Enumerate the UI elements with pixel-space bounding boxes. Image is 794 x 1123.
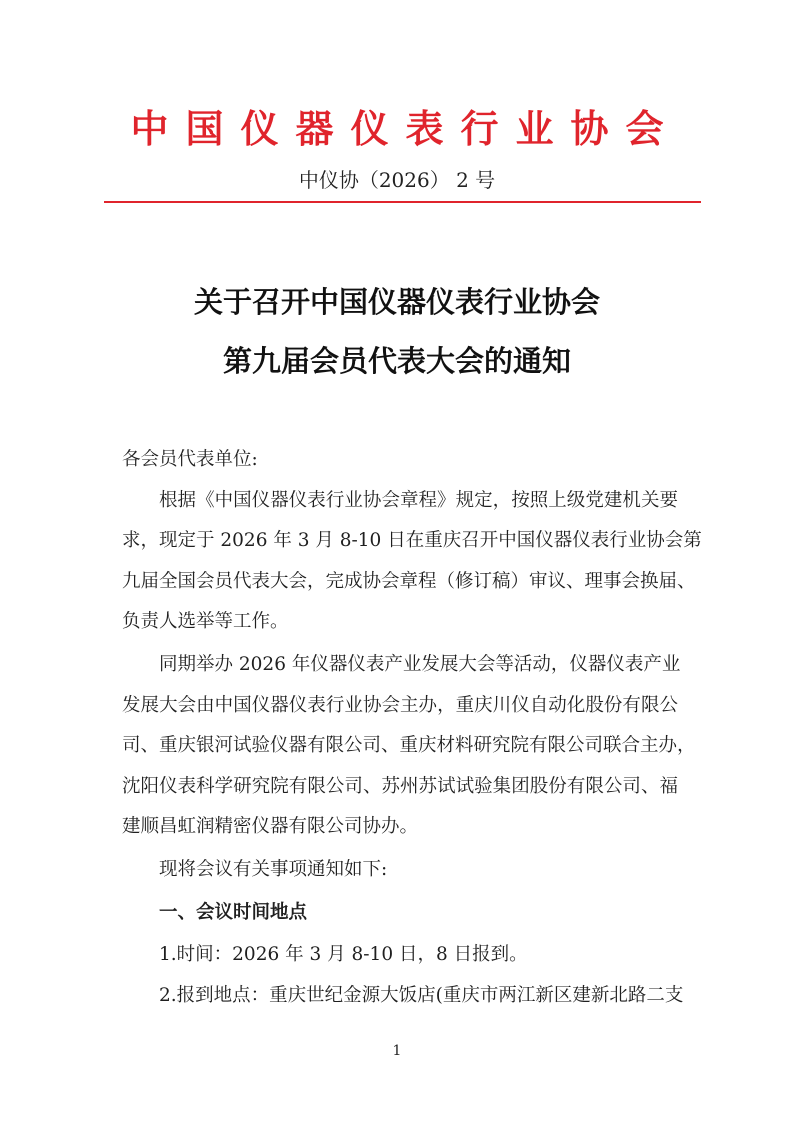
notice-title-line-2: 第九届会员代表大会的通知 [222,344,571,378]
paragraph-1-line: 九届全国会员代表大会，完成协会章程（修订稿）审议、理事会换届、 [122,571,696,592]
paragraph-2-line: 司、重庆银河试验仪器有限公司、重庆材料研究院有限公司联合主办， [122,735,696,756]
paragraph-3: 现将会议有关事项通知如下: [159,859,388,880]
document-number: 中仪协（2026） 2 号 [298,168,496,192]
paragraph-2-line: 同期举办 2026 年仪器仪表产业发展大会等活动，仪器仪表产业 [159,654,681,675]
page-number: 1 [392,1043,402,1059]
salutation: 各会员代表单位: [122,449,258,470]
notice-title-line-1: 关于召开中国仪器仪表行业协会 [193,285,600,319]
paragraph-2-line: 沈阳仪表科学研究院有限公司、苏州苏试试验集团股份有限公司、福 [122,776,678,797]
paragraph-1-line: 负责人选举等工作。 [122,611,289,632]
organization-header: 中国仪器仪表行业协会 [130,107,681,151]
section-1-heading: 一、会议时间地点 [159,902,308,923]
paragraph-2-line: 建顺昌虹润精密仪器有限公司协办。 [122,816,419,837]
paragraph-1-line: 根据《中国仪器仪表行业协会章程》规定，按照上级党建机关要 [159,490,678,511]
section-1-item-location: 2.报到地点：重庆世纪金源大饭店(重庆市两江新区建新北路二支 [159,985,684,1006]
section-1-item-time: 1.时间：2026 年 3 月 8-10 日，8 日报到。 [159,944,528,965]
paragraph-1-line: 求，现定于 2026 年 3 月 8-10 日在重庆召开中国仪器仪表行业协会第 [122,530,702,551]
paragraph-2-line: 发展大会由中国仪器仪表行业协会主办，重庆川仪自动化股份有限公 [122,695,678,716]
header-red-rule [104,201,701,203]
